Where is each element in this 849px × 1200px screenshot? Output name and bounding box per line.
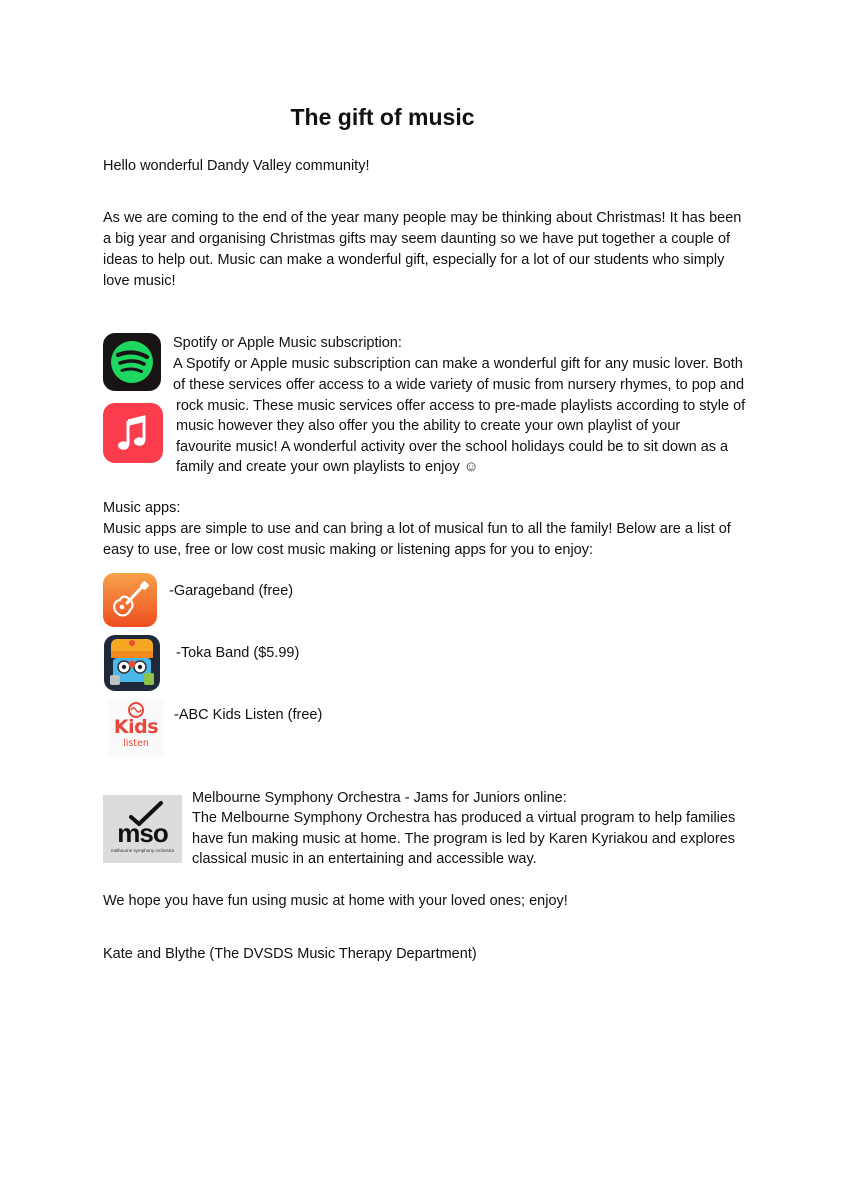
apple-music-icon [103, 403, 163, 463]
subscription-line: music however they also offer you the ability to create your own playlist of your [176, 418, 681, 434]
intro-line: a big year and organising Christmas gifts may seem daunting so we have put together a couple of [103, 231, 731, 247]
toka-band-icon [104, 635, 160, 691]
apps-line: easy to use, free or low cost music making or listening apps for you to enjoy: [103, 542, 594, 558]
apps-heading: Music apps: [103, 500, 181, 516]
spotify-icon [103, 333, 161, 391]
greeting: Hello wonderful Dandy Valley community! [103, 158, 370, 174]
subscription-heading: Spotify or Apple Music subscription: [173, 335, 402, 351]
mso-logo [103, 795, 182, 863]
abc-kids-listen-icon [108, 699, 164, 757]
intro-line: As we are coming to the end of the year many people may be thinking about Christmas! It has been [103, 210, 742, 226]
signature: Kate and Blythe (The DVSDS Music Therapy Department) [103, 946, 477, 962]
intro-line: ideas to help out. Music can make a wonderful gift, especially for a lot of our students who simply [103, 252, 725, 268]
subscription-line: A Spotify or Apple music subscription can make a wonderful gift for any music lover. Both [173, 356, 743, 372]
mso-wordmark: mso [117, 818, 168, 848]
mso-line: classical music in an entertaining and accessible way. [192, 851, 537, 867]
abc-kids-wordmark: Kids [113, 716, 159, 738]
app-item-abc-kids-listen: -ABC Kids Listen (free) [174, 707, 323, 723]
apps-line: Music apps are simple to use and can bring a lot of musical fun to all the family! Below are a list of [103, 521, 731, 537]
mso-line: The Melbourne Symphony Orchestra has produced a virtual program to help families [192, 810, 736, 826]
subscription-line: favourite music! A wonderful activity over the school holidays could be to sit down as a [176, 439, 729, 455]
app-item-garageband: -Garageband (free) [169, 583, 294, 599]
abc-listen-wordmark: listen [123, 738, 149, 749]
subscription-line: rock music. These music services offer access to pre-made playlists according to style of [176, 398, 746, 414]
closing-text: We hope you have fun using music at home with your loved ones; enjoy! [103, 893, 568, 909]
mso-tagline: melbourne symphony orchestra [110, 848, 175, 853]
app-item-toka-band: -Toka Band ($5.99) [176, 645, 300, 661]
intro-line: love music! [103, 273, 176, 289]
subscription-line: of these services offer access to a wide variety of music from nursery rhymes, to pop and [173, 377, 745, 393]
mso-line: have fun making music at home. The program is led by Karen Kyriakou and explores [192, 831, 735, 847]
garageband-icon [103, 573, 157, 627]
page-title: The gift of music [290, 104, 475, 130]
subscription-line: family and create your own playlists to enjoy ☺ [176, 459, 479, 475]
mso-heading: Melbourne Symphony Orchestra - Jams for Juniors online: [192, 790, 567, 806]
